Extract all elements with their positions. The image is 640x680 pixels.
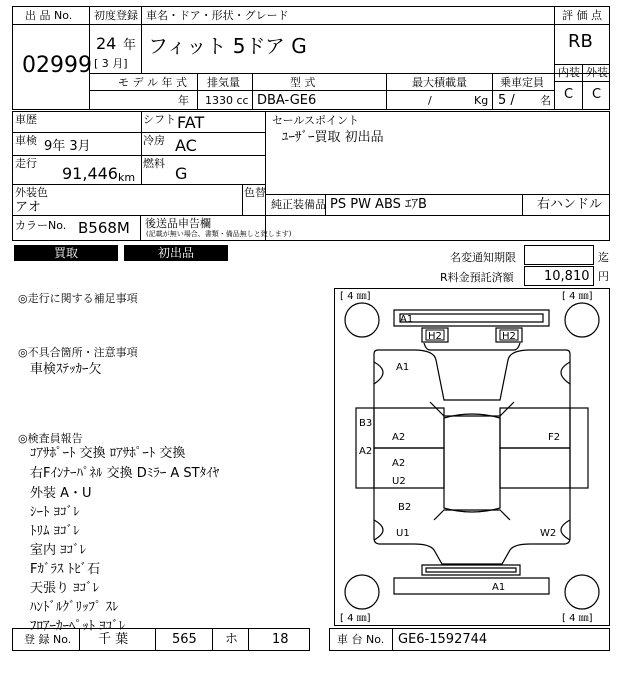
chassis-value: GE6-1592744 <box>398 632 488 647</box>
inspector-line: 外装 A・U <box>30 486 92 501</box>
docs-note: (記載が無い場合、書類・備品無しと致します) <box>146 230 292 238</box>
recycle-unit: 円 <box>598 270 609 283</box>
inspector-line: ｺｱｻﾎﾟｰﾄ 交換 ﾛｱｻﾎﾟｰﾄ 交換 <box>30 446 186 461</box>
reg-label: 登 録 No. <box>24 633 72 646</box>
color-no-value: B568M <box>78 219 130 237</box>
supplement-title: ◎走行に関する補足事項 <box>18 292 138 305</box>
first-reg-label: 初度登録 <box>94 9 138 22</box>
mark-right-rear-wheel: W2 <box>540 528 557 539</box>
displacement-label: 排気量 <box>207 76 240 89</box>
mileage-unit: km <box>118 171 136 184</box>
inspector-line: Fｶﾞﾗｽ ﾄﾋﾞ石 <box>30 562 101 577</box>
mileage-value: 91,446 <box>62 164 118 183</box>
color-no-label: カラーNo. <box>15 219 67 232</box>
recycle-label: R料金預託済額 <box>440 271 514 284</box>
name-change-box <box>524 245 594 265</box>
equip-label: 純正装備品 <box>271 198 326 211</box>
name-change-label: 名変通知期限 <box>450 251 516 264</box>
history-label: 車歴 <box>15 113 37 126</box>
mark-headlight-left: H2 <box>428 331 442 342</box>
car-damage-diagram <box>334 288 610 626</box>
interior-score: C <box>564 87 574 102</box>
tire-depth-br: [ 4 ㎜] <box>562 613 593 624</box>
model-year-label: モ デ ル 年 式 <box>118 76 187 89</box>
mark-left-panel-low: A2 <box>359 446 373 457</box>
drive-value: 右ハンドル <box>537 197 603 212</box>
capacity-unit: 名 <box>540 94 551 107</box>
fuel-value: G <box>175 164 188 183</box>
front-bumper <box>394 310 549 326</box>
tag-buyback: 買取 <box>14 245 118 261</box>
mark-headlight-right: H2 <box>502 331 516 342</box>
shift-value: FAT <box>177 113 205 132</box>
lot-number: 02999 <box>22 53 92 78</box>
load-unit: Kg <box>474 94 489 107</box>
color-change-label: 色替 <box>244 186 266 199</box>
defects-text: 車検ｽﾃｯｶｰ欠 <box>30 362 102 377</box>
wheel-front-right <box>565 303 599 337</box>
inspector-line: ﾄﾘﾑ ﾖｺﾞﾚ <box>30 524 80 539</box>
defects-title: ◎不具合箇所・注意事項 <box>18 346 138 359</box>
mark-left-front-door: A2 <box>392 432 406 443</box>
inspector-line: ｼｰﾄ ﾖｺﾞﾚ <box>30 505 80 520</box>
ac-value: AC <box>175 136 197 155</box>
type-value: DBA-GE6 <box>257 93 317 108</box>
inspector-title: ◎検査員報告 <box>18 432 83 445</box>
inspector-line: 天張り ﾖｺﾞﾚ <box>30 581 100 596</box>
inspector-line: ﾊﾝﾄﾞﾙｸﾞﾘｯﾌﾟ ｽﾚ <box>30 600 119 615</box>
sales-title: セールスポイント <box>272 114 360 127</box>
inspection-label: 車検 <box>15 134 37 147</box>
sales-text: ﾕｰｻﾞｰ買取 初出品 <box>282 130 384 145</box>
reg-number: 18 <box>272 632 289 647</box>
displacement-value: 1330 cc <box>205 94 249 107</box>
mark-left-rear-fender: B2 <box>398 502 412 513</box>
tire-depth-bl: [ 4 ㎜] <box>340 613 371 624</box>
tire-depth-tl: [ 4 ㎜] <box>340 291 371 302</box>
capacity-value: 5 / <box>498 93 515 108</box>
reg-area: 千 葉 <box>98 632 129 647</box>
wheel-front-left <box>345 303 379 337</box>
load-value: / <box>428 94 432 107</box>
year-unit: 年 <box>123 38 137 53</box>
ext-color-value: アオ <box>15 200 41 215</box>
grade-score: RB <box>568 31 593 52</box>
mark-left-rear-wheel: U1 <box>396 528 410 539</box>
mileage-label: 走行 <box>15 157 37 170</box>
lot-label: 出 品 No. <box>25 9 73 22</box>
inspector-line: 室内 ﾖｺﾞﾚ <box>30 543 87 558</box>
inspection-value: 9年 3月 <box>44 139 91 154</box>
name-change-unit: 迄 <box>598 251 609 264</box>
wheel-rear-right <box>565 575 599 609</box>
mark-left-panel: B3 <box>359 418 373 429</box>
mark-left-rear-door-u: U2 <box>392 476 406 487</box>
shift-label: シフト <box>143 113 176 126</box>
mark-left-front-fender: A1 <box>396 362 410 373</box>
capacity-label: 乗車定員 <box>500 76 544 89</box>
mark-right-front-door: F2 <box>548 432 561 443</box>
car-name: フィット 5ドア G <box>148 34 307 58</box>
interior-label: 内装 <box>558 66 580 79</box>
mark-front-bumper: A1 <box>400 314 414 325</box>
rear-bumper <box>394 578 549 594</box>
fuel-label: 燃料 <box>143 157 165 170</box>
first-reg-month: [ 3 月] <box>94 57 128 70</box>
docs-label: 後送品申告欄 <box>145 217 211 230</box>
reg-class: 565 <box>172 632 197 647</box>
exterior-score: C <box>592 87 602 102</box>
tag-first-listing: 初出品 <box>124 245 228 261</box>
type-label: 型 式 <box>290 76 316 89</box>
ext-color-label: 外装色 <box>15 186 48 199</box>
ac-label: 冷房 <box>143 134 165 147</box>
car-name-label: 車名・ドア・形状・グレード <box>146 9 289 22</box>
grade-label: 評 価 点 <box>562 9 602 22</box>
chassis-label: 車 台 No. <box>337 633 385 646</box>
inspector-line: 右Fｲﾝﾅｰﾊﾟﾈﾙ 交換 Dﾐﾗｰ A STﾀｲﾔ <box>30 466 220 481</box>
tire-depth-tr: [ 4 ㎜] <box>562 291 593 302</box>
model-year-value: 年 <box>178 94 189 107</box>
first-reg-year: 24 <box>96 34 117 53</box>
reg-kana: ホ <box>225 632 239 647</box>
inspector-line: ﾌﾛｱｰｶｰﾍﾟｯﾄ ﾖｺﾞﾚ <box>30 619 126 634</box>
equip-value: PS PW ABS ｴｱB <box>330 197 427 212</box>
recycle-value: 10,810 <box>544 269 590 284</box>
exterior-label: 外装 <box>586 66 608 79</box>
wheel-rear-left <box>345 575 379 609</box>
mark-left-rear-door: A2 <box>392 458 406 469</box>
mark-rear-bumper: A1 <box>492 582 506 593</box>
load-label: 最大積載量 <box>412 76 467 89</box>
